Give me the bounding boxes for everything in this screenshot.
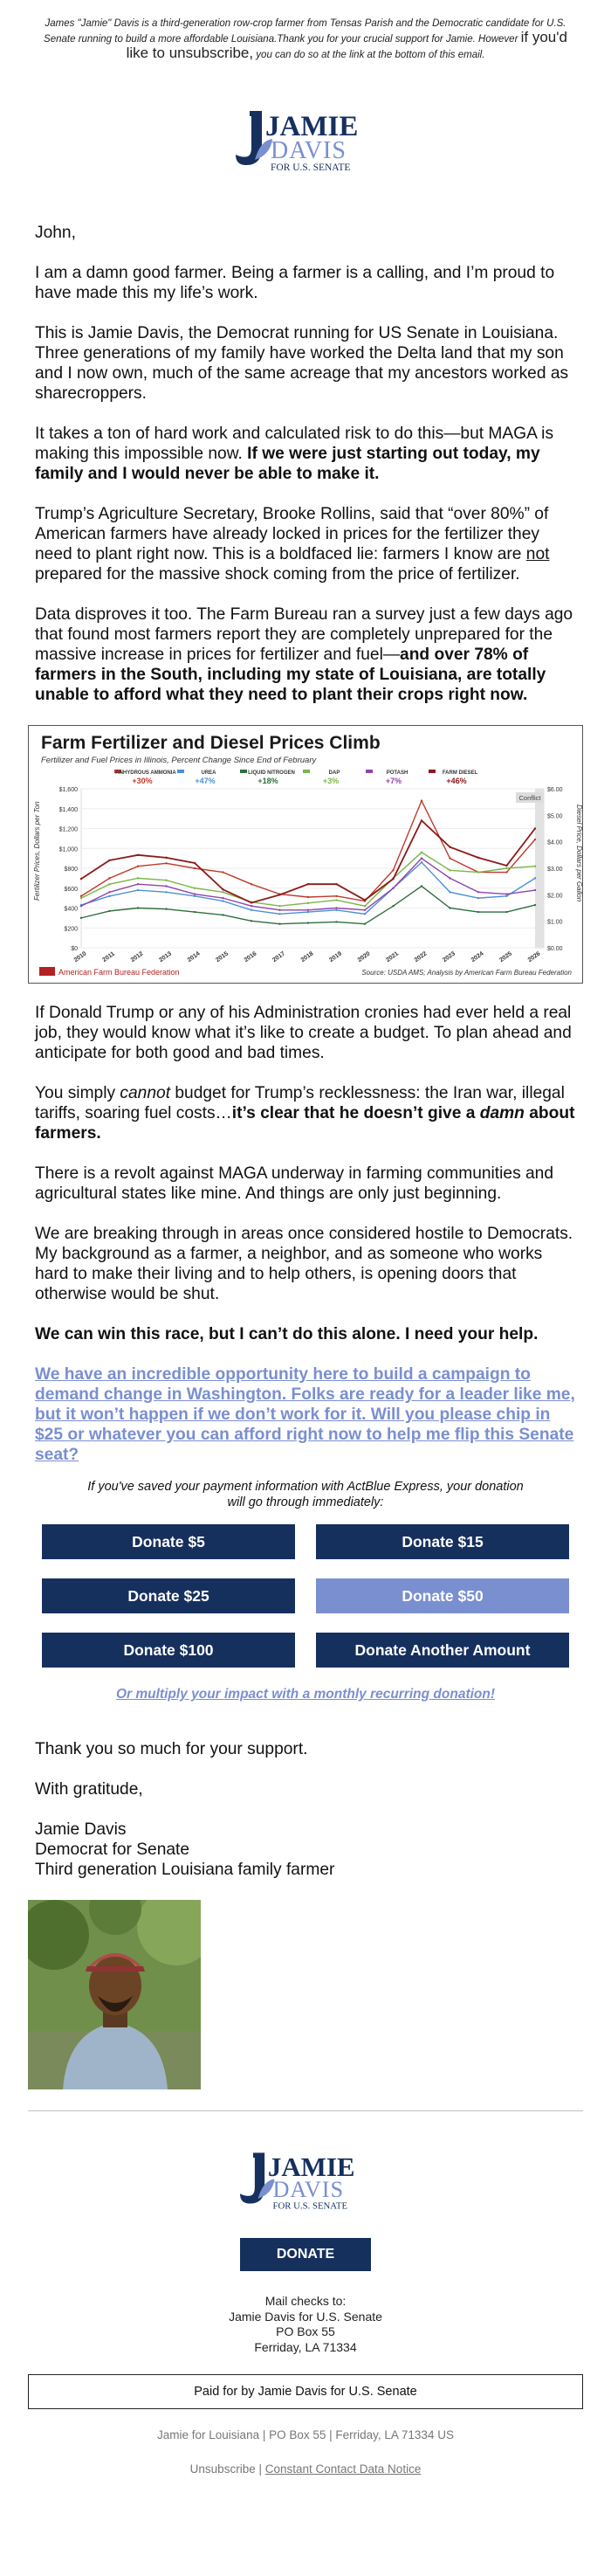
chart-svg [29,726,584,984]
series-point [278,905,280,907]
series-point [137,889,139,891]
legend-change: +18% [257,777,278,785]
legend-name: UREA [201,770,216,776]
series-point [194,895,196,897]
series-point [251,883,252,885]
x-tick-label: 2023 [442,950,457,964]
chart-source: Source: USDA AMS; Analysis by American Farm Bureau Federation [361,969,572,977]
series-point [364,913,366,915]
series-point [251,901,252,903]
letter-body [0,223,611,705]
x-tick-label: 2026 [526,950,542,964]
legend-name: DAP [328,770,340,776]
right-tick-label: $3.00 [547,867,563,873]
legend-swatch [303,770,310,773]
series-point [278,923,280,925]
right-axis-ticks [547,787,563,952]
footer-logo[interactable] [240,2146,371,2212]
legend-swatch [366,770,373,773]
mail-checks [0,2294,611,2355]
series-point [307,909,309,911]
series-point [307,896,309,898]
series-point [165,862,167,864]
right-tick-label: $1.00 [547,919,563,926]
footer-links [0,2462,611,2476]
paragraph-4-text: Trump’s Agriculture Secretary, Brooke Rollins, said that “over 80%” of American farmers have already locked in prices for the fertilizer they need to plant right now. This is a boldfaced lie: farmers I know are [35,505,549,563]
fertilizer-chart [28,725,583,984]
series-point [137,907,139,908]
series-point [222,897,223,899]
x-tick-label: 2014 [186,950,202,964]
paragraph-5-text: Data disproves it too. The Farm Bureau ran a survey just a few days ago that found most farmers report they are completely unprepared for the massive increase in prices for fertilizer and fuel— [35,605,573,664]
chart-brand: American Farm Bureau Federation [58,968,180,977]
series-point [80,917,82,919]
series-point [364,905,366,907]
series-point [108,877,110,879]
series-point [392,878,394,880]
left-tick-label: $1,400 [58,806,78,813]
series-point [222,900,223,901]
left-tick-label: $400 [64,906,78,913]
paragraph-7-italic: cannot [120,1084,171,1102]
unsubscribe-link[interactable]: Unsubscribe [189,2462,256,2476]
paragraph-6: If Donald Trump or any of his Administration cronies had ever held a real job, they would know what it’s like to create a budget. To plan ahead and anticipate for both good and bad times. [35,1004,572,1062]
footer-separator: | [255,2462,265,2476]
series-point [421,799,422,801]
series-point [80,905,82,907]
legend-name: FARM DIESEL [442,770,478,776]
x-tick-label: 2020 [356,950,372,964]
series-point [505,895,507,897]
preheader [0,0,611,62]
x-tick-label: 2017 [271,950,287,964]
left-tick-label: $800 [64,867,78,873]
closing [0,1739,611,1880]
series-point [534,877,536,879]
x-tick-label: 2025 [498,950,514,964]
series-point [108,891,110,893]
chart-legend [114,770,477,785]
x-tick-label: 2010 [72,950,88,964]
series-point [335,895,337,897]
series-point [534,904,536,906]
paid-for-box [28,2374,583,2409]
series-point [194,862,196,864]
campaign-logo[interactable] [236,104,375,174]
paragraph-5-bold: and over 78% of farmers in the South, including my state of Louisiana, are totally unable to afford what they need to plant their crops right now. [35,646,546,704]
series-point [108,860,110,861]
chart-title: Farm Fertilizer and Diesel Prices Climb [41,733,381,753]
x-tick-label: 2013 [158,950,174,964]
series-point [251,905,252,907]
x-axis-ticks [73,950,542,963]
right-tick-label: $6.00 [547,787,563,793]
series-point [307,902,309,904]
series-point [449,869,450,871]
donate-100-button[interactable]: Donate $100 [42,1633,295,1668]
x-tick-label: 2024 [470,950,485,964]
series-point [421,885,422,887]
series-point [222,888,223,890]
series-point [108,883,110,885]
logo-last-name: DAVIS [271,137,347,164]
series-point [364,923,366,925]
series-point [335,907,337,908]
left-tick-label: $1,600 [58,787,78,793]
x-tick-label: 2015 [215,950,230,964]
series-point [165,857,167,859]
preheader-unsubscribe-text: if you'd like to unsubscribe, [126,29,567,61]
series-point [505,865,507,867]
donate-25-button[interactable]: Donate $25 [42,1578,295,1613]
mail-line-2: Jamie Davis for U.S. Senate [229,2309,382,2324]
paragraph-1: I am a damn good farmer. Being a farmer is a calling, and I’m proud to have made this my life’s work. [35,264,555,302]
series-point [278,909,280,911]
donate-15-button[interactable]: Donate $15 [316,1524,569,1559]
paragraph-3-bold: If we were just starting out today, my family and I would never be able to make it. [35,445,540,483]
greeting: John, [35,224,76,242]
paragraph-3 [35,424,576,484]
series-point [80,895,82,897]
series-point [307,911,309,913]
donation-ask-link[interactable]: We have an incredible opportunity here to build a campaign to demand change in Washington. Folks are ready for a leader like me, but it won’t happen if we don’t work for it. Will you please chip in $25 or whatever you can afford right now to help me flip this Senate seat? [35,1365,575,1464]
series-point [421,857,422,859]
series-point [421,819,422,821]
series-point [137,883,139,885]
series-point [108,895,110,897]
thanks-text: Thank you so much for your support. [35,1740,308,1758]
right-axis-label: Diesel Price, Dollars per Gallon [575,805,583,902]
footer-address: Jamie for Louisiana | PO Box 55 | Ferriday, LA 71334 US [157,2428,454,2441]
x-tick-label: 2016 [243,950,258,964]
conflict-label: Conflict [518,794,541,802]
actblue-note: If you've saved your payment information with ActBlue Express, your donation will go through immediately: [87,1480,524,1509]
legend-change: +7% [385,777,402,785]
series-point [449,846,450,848]
x-tick-label: 2012 [129,950,145,964]
paragraph-7-bold-italic: damn [479,1104,525,1122]
left-tick-label: $1,000 [58,846,78,853]
series-point [165,891,167,893]
chart-subtitle: Fertilizer and Fuel Prices in Illinois, Percent Change Since End of February [41,756,317,765]
series-point [449,891,450,893]
series-point [449,877,450,879]
paragraph-10 [35,1324,576,1344]
signature-block [35,1820,576,1880]
paragraph-4-text-end: prepared for the massive shock coming from the price of fertilizer. [35,565,520,584]
series-point [477,911,479,913]
series-point [165,908,167,909]
preheader-tail: you can do so at the link at the bottom of this email. [253,50,485,60]
legend-change: +30% [132,777,153,785]
series-point [534,827,536,829]
footer-divider [28,2110,583,2111]
series-point [421,852,422,853]
legend-change: +47% [195,777,216,785]
x-tick-label: 2022 [413,950,429,964]
paragraph-4 [35,504,576,584]
series-point [194,887,196,889]
series-point [505,867,507,869]
paragraph-2: This is Jamie Davis, the Democrat running for US Senate in Louisiana. Three generations of my family have worked the Delta land that my son and I now own, much of the same acreage that my ancestors worked as sharecroppers. [35,324,569,403]
series-point [307,883,309,885]
series-point [194,867,196,869]
left-tick-label: $600 [64,886,78,893]
series-point [108,910,110,912]
paragraph-5 [35,604,576,705]
footer-logo-last-name: DAVIS [272,2177,345,2203]
mail-line-4: Ferriday, LA 71334 [254,2339,357,2354]
donate-other-button[interactable]: Donate Another Amount [316,1633,569,1668]
paragraph-7-bold-text: it’s clear that he doesn’t give a [231,1104,480,1122]
series-point [477,871,479,873]
x-tick-label: 2011 [101,950,116,963]
left-axis-label: Fertilizer Prices, Dollars per Ton [33,801,41,901]
series-point [251,920,252,922]
series-point [80,897,82,899]
afbf-logo-mark [39,967,55,976]
x-tick-label: 2018 [299,950,315,964]
legend-name: POTASH [386,770,408,776]
series-point [137,854,139,856]
signature-name: Jamie Davis [35,1820,127,1839]
paid-for-text: Paid for by Jamie Davis for U.S. Senate [194,2385,417,2399]
series-point [392,887,394,889]
left-tick-label: $0 [71,946,78,952]
data-notice-link[interactable]: Constant Contact Data Notice [264,2462,422,2476]
series-point [80,878,82,880]
legend-swatch [240,770,247,773]
legend-swatch [429,770,436,773]
mail-line-3: PO Box 55 [276,2324,335,2338]
series-point [278,894,280,895]
series-point [307,922,309,923]
legend-swatch [177,770,184,773]
paragraph-10-bold: We can win this race, but I can’t do this alone. I need your help. [35,1325,539,1343]
series-point [165,885,167,887]
series-point [137,866,139,867]
right-tick-label: $2.00 [547,893,563,900]
paragraph-7 [35,1083,576,1143]
series-point [392,905,394,907]
series-point [335,899,337,901]
series-point [534,839,536,840]
series-point [194,911,196,913]
series-point [421,861,422,863]
series-point [222,914,223,915]
series-point [505,871,507,873]
series-point [534,889,536,891]
right-tick-label: $5.00 [547,813,563,820]
legend-change: +3% [322,777,340,785]
x-tick-label: 2021 [385,950,401,964]
logo-subtitle: FOR U.S. SENATE [271,162,351,173]
right-tick-label: $0.00 [547,946,563,952]
legend-change: +46% [446,777,467,785]
paragraph-7-bold-end: about farmers. [35,1104,575,1143]
paragraph-8: There is a revolt against MAGA underway in farming communities and agricultural states like mine. And things are only just beginning. [35,1164,554,1203]
x-tick-label: 2019 [328,950,344,964]
series-point [165,879,167,881]
series-point [477,857,479,859]
legend-name: ANHYDROUS AMMONIA [115,770,176,776]
series-point [505,893,507,894]
left-tick-label: $1,200 [58,826,78,833]
mail-line-1: Mail checks to: [264,2294,347,2308]
series-point [477,891,479,893]
paragraph-7-text-2: budget for Trump’s recklessness: the Iran war, illegal tariffs, soaring fuel costs… [35,1084,565,1122]
conflict-band [535,789,544,948]
footer-logo-first-name: JAMIE [267,2151,355,2182]
series-point [364,909,366,911]
series-point [137,877,139,879]
left-tick-label: $200 [64,926,78,933]
monthly-donation-link[interactable]: Or multiply your impact with a monthly recurring donation! [115,1687,496,1702]
series-point [278,913,280,915]
series-point [335,883,337,885]
donate-5-button[interactable]: Donate $5 [42,1524,295,1559]
series-point [449,907,450,908]
footer-donate-button[interactable]: DONATE [240,2238,371,2271]
signature-tagline: Third generation Louisiana family farmer [35,1861,335,1879]
series-point [222,891,223,893]
series-point [392,869,394,871]
right-tick-label: $4.00 [547,839,563,846]
preheader-text: James "Jamie" Davis is a third-generation row-crop farmer from Tensas Parish and the Democratic candidate for U.S. Senate running to build a more affordable Louisiana.Thank you for your crucial support for Jamie. However [44,18,566,45]
signature-role: Democrat for Senate [35,1840,190,1859]
donate-buttons [0,1524,611,1668]
series-point [251,909,252,911]
series-point [505,911,507,913]
series-point [335,921,337,922]
series-point [335,909,337,911]
paragraph-3-text: It takes a ton of hard work and calculated risk to do this—but MAGA is making this impossible now. [35,425,554,463]
logo-first-name: JAMIE [265,111,359,142]
series-point [222,871,223,873]
gratitude-text: With gratitude, [35,1780,143,1799]
series-point [194,893,196,894]
series-point [477,897,479,899]
paragraph-9: We are breaking through in areas once considered hostile to Democrats. My background as a farmer, a neighbor, and as someone who works hard to make their living and to help others, is opening doors that otherwise would be shut. [35,1225,573,1303]
series-point [449,857,450,859]
candidate-photo [28,1900,201,2089]
paragraph-4-underline: not [525,545,550,563]
footer-logo-subtitle: FOR U.S. SENATE [272,2200,348,2212]
paragraph-7-text: You simply [35,1084,120,1102]
donate-50-button[interactable]: Donate $50 [316,1578,569,1613]
series-point [364,899,366,901]
legend-name: LIQUID NITROGEN [248,770,295,776]
series-point [534,866,536,867]
letter-body-2 [0,1003,611,1465]
